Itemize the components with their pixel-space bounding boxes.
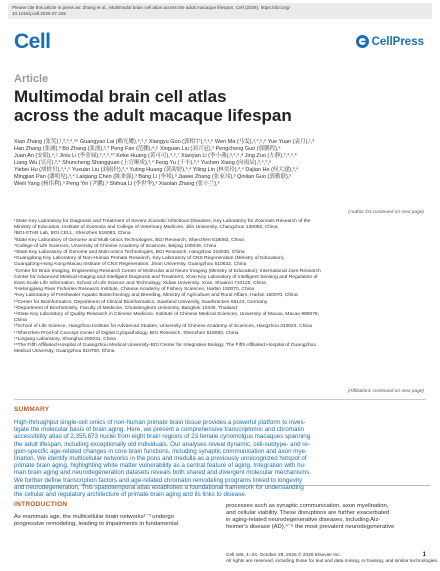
summary-heading: SUMMARY — [14, 406, 50, 413]
intro-line: heimer's disease (AD),⁴⁻⁶ the most prevalent neurodegenerative — [226, 524, 395, 530]
affiliation-line: ¹⁵Lingang Laboratory, Shanghai 200031, China — [14, 336, 116, 342]
affiliation-line: ⁷Center for Brain Imaging, Engineering Research Center of Molecular and Neuro Imaging (Ministry of Education), International Joint Research — [14, 268, 321, 274]
author-line: Xiao Zhang (张笑),¹,²,³,⁴,⁵⁶ Guangyao Lai (赖光耀),⁴,⁵,⁶ Xiangyu Guo (郭相宇),³,⁴,⁶ Wen Ma (马雯),³,⁴,⁵,⁶ Yue Yuan (袁月),¹,³ — [14, 139, 315, 145]
cellpress-icon — [356, 35, 369, 48]
affiliation-line: ¹State Key Laboratory for Diagnosis and Treatment of Severe Zoonotic Infectious Diseases, Key Laboratory for Zoonosis Research of the — [14, 219, 311, 224]
affiliation-line: ¹¹Department of Biochemistry, Faculty of Medicine, Chulalongkorn University, Bangkok 10330, Thailand — [14, 305, 237, 311]
notice-line: Please cite this article in press as: Zhang et al., Multimodal brain cell atlas across the adult macaque lifespan, Cell (2026), https://doi.org/ — [12, 5, 290, 10]
introduction-right-column — [226, 503, 421, 531]
affiliation-line: ¹⁴Shenzhen Proof-of-Concept Center of Digital Cytopathology, BGI Research, Shenzhen 518083, China — [14, 330, 239, 336]
affiliation-line: ⁶Guangdong Key Laboratory of Non-Human Primate Research, Key Laboratory of CNS Regeneration (Ministry of Education), — [14, 256, 285, 262]
introduction-left-column — [14, 514, 209, 528]
affiliations-continued-note: (Affiliations continued on next page) — [347, 389, 424, 394]
summary-line: accessibility atlas of 2,355,873 nuclei from eight brain regions of 23 female cynomolgus macaques spanning — [14, 433, 311, 441]
publisher-name: CellPress — [371, 35, 424, 48]
title-line: Multimodal brain cell atlas — [14, 87, 227, 106]
footer-line: Cell 189, 1–24, October 29, 2026 © 2026 Elsevier Inc. — [226, 553, 341, 558]
page-number: 1 — [422, 552, 426, 558]
affiliation-line: ¹⁰Center for Bioinformatics, Department of Clinical Bioinformatics, Saarland University, Saarbrücken 66123, Germany — [14, 299, 268, 305]
intro-line: and cellular viability. These disruptions are further exacerbated — [226, 510, 390, 516]
intro-line: processes such as synaptic communication, axon myelination, — [226, 503, 389, 509]
intro-line: in aging-related neurodegenerative diseases, including Alz- — [226, 517, 381, 523]
affiliation-line: Guangdong-Hong Kong-Macau Institute of CNS Regeneration, Jinan University, Guangzhou 510632, China — [14, 262, 247, 268]
summary-line: We further define transcription factors and age-related chromatin remodeling programs linked to longevity — [14, 476, 303, 484]
affiliation-line: ¹⁶The Fifth Affiliated Hospital of Guangzhou Medical University-BGI Center for Integrative Biology, The Fifth Affiliated Hospital of Guangzhou — [14, 343, 317, 349]
affiliation-line: trans-Scale Life Information, School of Life Science and Technology, Xidian University, Xi'an, Shaanxi 710126, China — [14, 281, 266, 287]
summary-line: tigate the molecular basis of brain aging. Here, we present a comprehensive transcriptomic and chromatin — [14, 426, 304, 434]
affiliation-line: ⁴College of Life Sciences, University of Chinese Academy of Sciences, Beijing 100049, China — [14, 243, 217, 249]
intro-line: As mammals age, the multicellular brain networks¹⁻³ undergo — [14, 514, 174, 520]
author-continued-note: (Author list continued on next page) — [348, 210, 424, 215]
summary-line: the adult lifespan, including exceptionally old individuals. Our analyses reveal dynamic, cell-subtype- and re- — [14, 440, 310, 448]
summary-line: and neurodegeneration. This spatiotemporal atlas establishes a foundational framework for understanding — [14, 483, 304, 491]
affiliation-line: ³State Key Laboratory of Genome and Multi-omics Technologies, BGI Research, Shenzhen 518083, China — [14, 237, 244, 243]
publisher-logo[interactable] — [356, 35, 424, 48]
author-line: Juan An (安娟),⁴,⁵ Jinlu Li (李金禄),³,⁴,⁵,¹⁰ Keke Huang (黄可可),⁴,⁵,⁷ Xiaoyan Li (李小燕),³,⁴,⁵,⁸ Jing Zuo (左静),³,⁴,⁵,⁶ — [14, 153, 297, 159]
author-line: Liang Wu (吴亮),³,⁴ Shuncheng Shangguan (上官顺成),³,⁴ Feng Yu (于丰),³,⁴ Yuchen Xiang (向雨辰),³,⁴,⁵,⁶ — [14, 160, 272, 166]
affiliation-line: ¹²State Key Laboratory of Quality Research in Chinese Medicine, Institute of Chinese Medical Sciences, University of Macau, Macao 999078, — [14, 312, 320, 318]
author-line: Weili Yang (杨伟利),³ Peng Yin (尹鹏),³ Shihua Li (李世华),³ Xiaolan Zhang (张小兰),³ — [14, 181, 220, 187]
summary-line: the cellular and regulatory architecture of primate brain aging and its links to disease. — [14, 491, 247, 499]
summary-line: lination. We identify multicellular networks in the pons and medulla as a previously unrecognized hotspot of — [14, 455, 307, 463]
author-line: Yiebei Hu (胡轶贝),³,⁴,⁵ Yuxuan Liu (刘雨轩),³,⁴ Yuting Huang (黄韵婷),³,⁴ Yiling Lin (林奕玲),³,⁴ Dajian He (何大建),³,⁴ — [14, 167, 299, 173]
footer-line: All rights are reserved, including those for text and data mining, AI training, and similar technologies. — [226, 559, 439, 564]
section-divider — [14, 399, 426, 400]
affiliation-line: Center for Advanced Medical Imaging and Intelligent Diagnosis and Treatment, Xi'an Key Laboratory of Intelligent Sensing and Regulation of — [14, 274, 318, 280]
article-in-press-notice — [8, 3, 432, 19]
affiliation-line: ¹³School of Life Science, Hangzhou Institute for Advanced Studies, University of Chinese Academy of Sciences, Hangzhou 310024, China — [14, 324, 312, 330]
affiliation-line: ⁹Key Laboratory of Freshwater Aquatic Biotechnology and Breeding, Ministry of Agriculture and Rural Affairs, Harbin 150070, China — [14, 293, 298, 299]
affiliation-line: ²BGI-STAR Lab, BGI CELL, Shenzhen 518083, China — [14, 231, 131, 237]
summary-line: High-throughput single-cell omics of non-human primate brain tissue provides a powerful platform to inves- — [14, 419, 306, 426]
author-list — [14, 139, 426, 188]
article-title — [14, 87, 344, 125]
intro-line: progressive remodeling, leading to impairments in fundamental — [14, 521, 179, 527]
citation-footer — [226, 553, 439, 565]
summary-line: gion-specific age-related changes in core brain functions, including synaptic communication and axon mye- — [14, 447, 308, 455]
summary-text — [14, 419, 430, 499]
title-line: across the adult macaque lifespan — [14, 106, 292, 125]
affiliation-line: China — [14, 318, 27, 324]
affiliation-line: ⁸Heilongjiang River Fisheries Research Institute, Chinese Academy of Fishery Sciences, Harbin 150070, China — [14, 287, 255, 293]
affiliation-line: ⁵State Key Laboratory of Genome and Multi-omics Technologies, BGI Research, Hangzhou 310030, China — [14, 250, 245, 256]
summary-line: primate brain aging, highlighting white matter vulnerability as a central feature of aging. Integration with hu- — [14, 462, 307, 470]
notice-line: 10.1016/j.cell.2026.07.345 — [12, 11, 66, 16]
summary-line: man brain aging and neurodegeneration datasets reveals both shared and divergent molecular mechanisms. — [14, 469, 312, 477]
affiliation-line: Medical University, Guangzhou 510700, China — [14, 349, 115, 355]
introduction-heading: INTRODUCTION — [14, 501, 68, 508]
author-line: Han Zhang (张涵),³ Bo Zhang (张波),²,³ Peng Fan (范鹏),⁴,⁵ Xinguan Liu (刘兴冠),³ Pengcheng Guo (郭鹏程),³ — [14, 146, 281, 152]
journal-logo[interactable]: Cell — [14, 30, 51, 53]
author-line: Mingjian Pan (潘明见),³,⁴ Laiqiang Chen (陈来强),³ Bang Li (李邦),³ Jiawei Zhang (张家玮),³ Qinlian Guo (郭勤联),³ — [14, 174, 292, 180]
affiliation-list — [14, 219, 428, 355]
affiliation-line: Ministry of Education, Institute of Zoonosis and College of Veterinary Medicine, Jilin University, Changchun 130062, China — [14, 225, 278, 231]
article-type-label: Article — [14, 73, 49, 85]
